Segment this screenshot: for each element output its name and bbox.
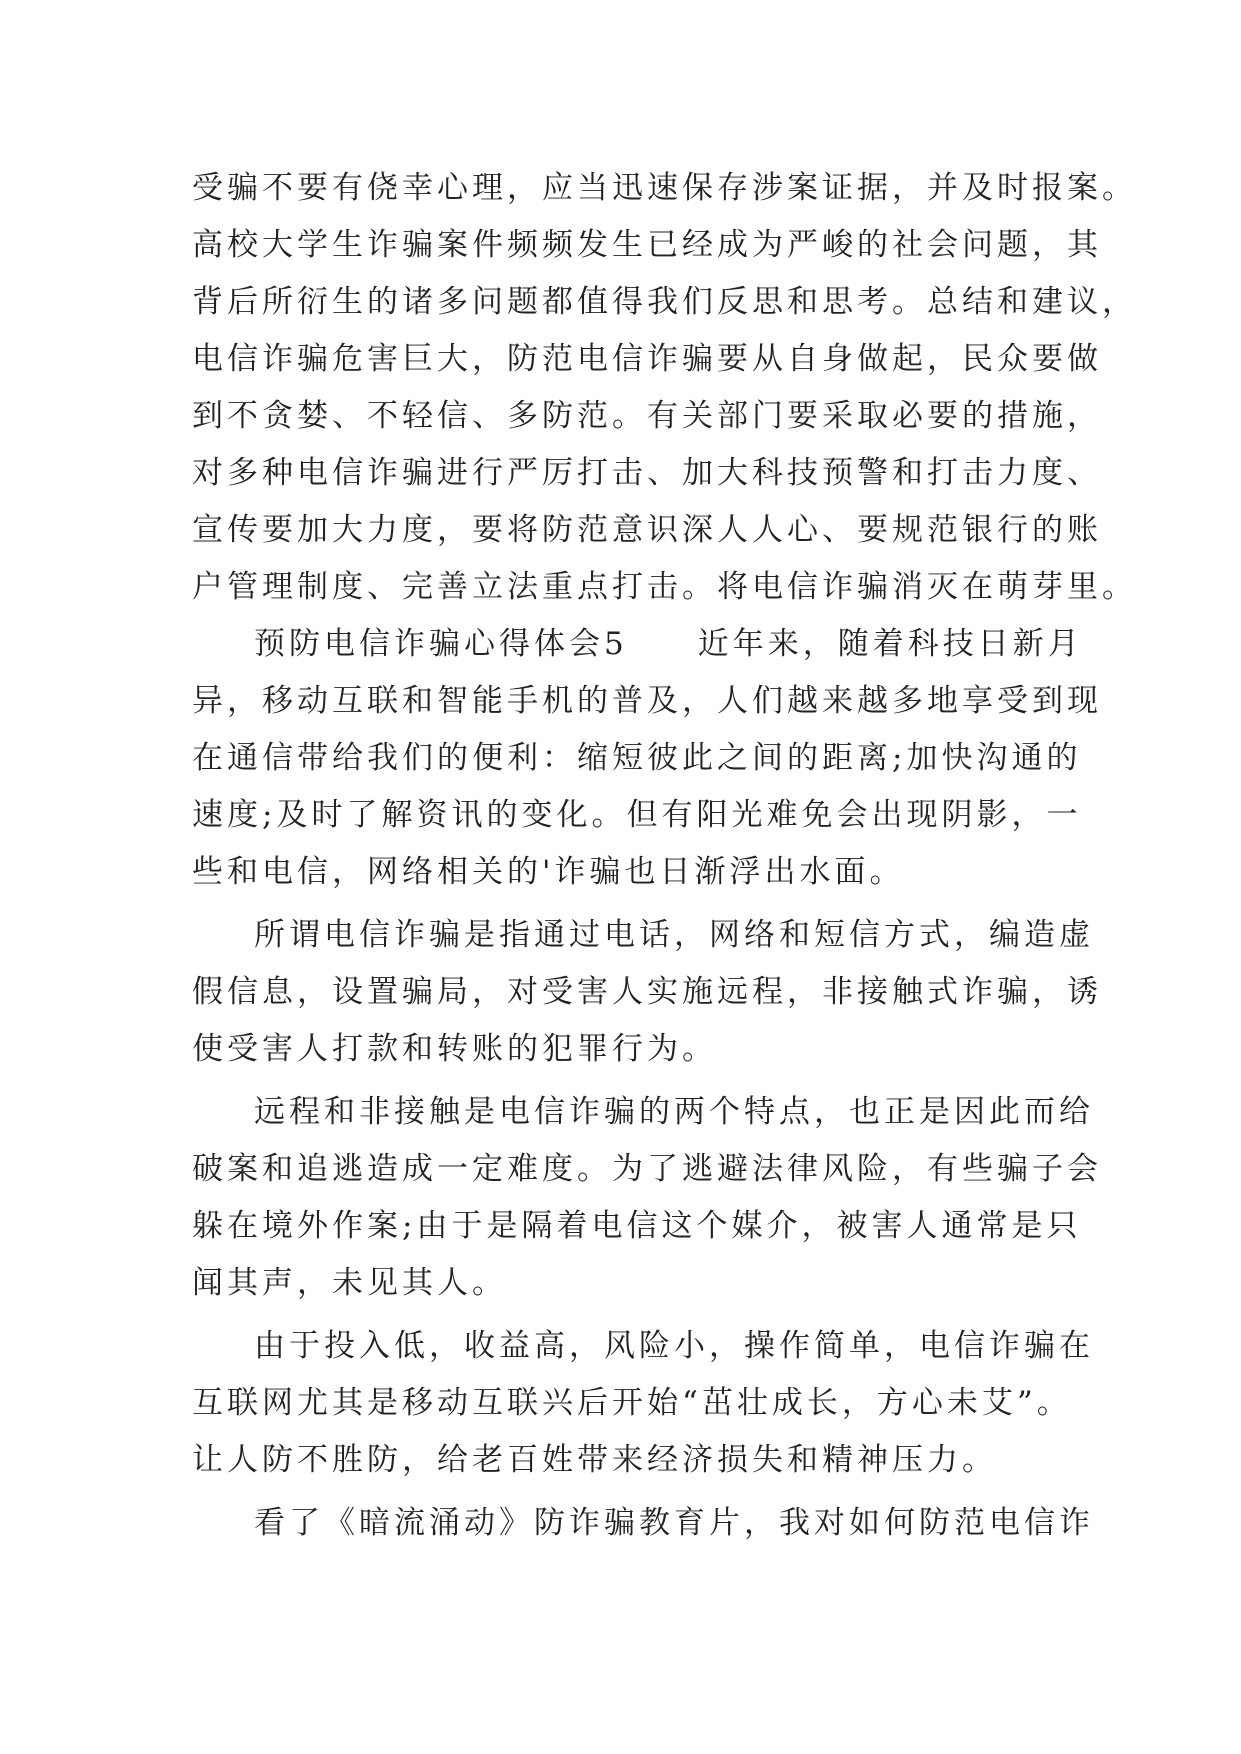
- paragraph-first-line: 由于投入低，收益高，风险小，操作简单，电信诈骗在: [254, 1328, 1094, 1364]
- text-line: 让人防不胜防，给老百姓带来经济损失和精神压力。: [192, 1442, 997, 1478]
- text-line: 背后所衍生的诸多问题都值得我们反思和思考。总结和建议，: [192, 284, 1137, 320]
- paragraph-first-line: 所谓电信诈骗是指通过电话，网络和短信方式，编造虚: [254, 917, 1094, 953]
- text-line: 电信诈骗危害巨大，防范电信诈骗要从自身做起，民众要做: [192, 341, 1102, 377]
- document-body: [192, 160, 1137, 1552]
- text-line: 些和电信，网络相关的'诈骗也日渐浮出水面。: [192, 854, 905, 890]
- text-line: 使受害人打款和转账的犯罪行为。: [192, 1031, 717, 1067]
- text-line: 互联网尤其是移动互联兴后开始“茁壮成长，方心未艾”。: [192, 1385, 1072, 1421]
- text-line: 户管理制度、完善立法重点打击。将电信诈骗消灭在萌芽里。: [192, 569, 1137, 605]
- section-heading-line: 预防电信诈骗心得体会5 近年来，随着科技日新月: [254, 626, 1083, 662]
- text-line: 异，移动互联和智能手机的普及，人们越来越多地享受到现: [192, 683, 1102, 719]
- text-line: 闻其声，未见其人。: [192, 1265, 507, 1301]
- text-line: 破案和追逃造成一定难度。为了逃避法律风险，有些骗子会: [192, 1151, 1102, 1187]
- text-line: 对多种电信诈骗进行严厉打击、加大科技预警和打击力度、: [192, 455, 1102, 491]
- text-line: 在通信带给我们的便利：缩短彼此之间的距离;加快沟通的: [192, 740, 1082, 776]
- paragraph-first-line: 看了《暗流涌动》防诈骗教育片，我对如何防范电信诈: [254, 1505, 1094, 1541]
- text-line: 到不贪婪、不轻信、多防范。有关部门要采取必要的措施，: [192, 398, 1102, 434]
- text-line: 高校大学生诈骗案件频频发生已经成为严峻的社会问题，其: [192, 227, 1102, 263]
- text-line: 速度;及时了解资讯的变化。但有阳光难免会出现阴影，一: [192, 797, 1082, 833]
- text-line: 宣传要加大力度，要将防范意识深人人心、要规范银行的账: [192, 512, 1102, 548]
- text-line: 躲在境外作案;由于是隔着电信这个媒介，被害人通常是只: [192, 1208, 1082, 1244]
- text-line: 假信息，设置骗局，对受害人实施远程，非接触式诈骗，诱: [192, 974, 1102, 1010]
- paragraph-first-line: 远程和非接触是电信诈骗的两个特点，也正是因此而给: [254, 1094, 1094, 1130]
- text-line: 受骗不要有侥幸心理，应当迅速保存涉案证据，并及时报案。: [192, 170, 1137, 206]
